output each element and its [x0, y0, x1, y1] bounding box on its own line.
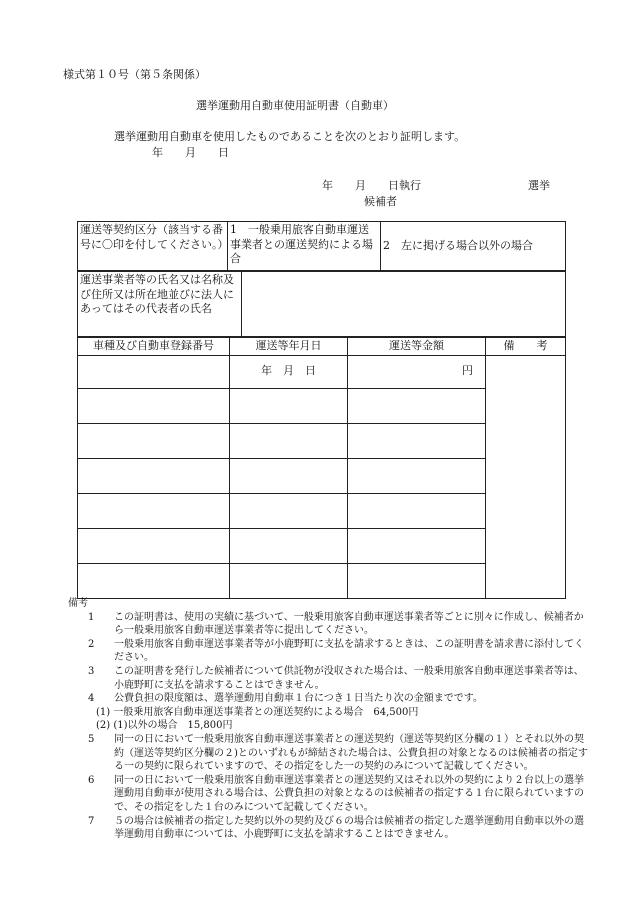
contract-label: 運送等契約区分（該当する番号に〇印を付してください。） — [78, 222, 228, 271]
operator-value-cell[interactable] — [242, 272, 566, 337]
column-date: 運送等年月日 — [230, 338, 348, 356]
certification-statement: 選挙運動用自動車を使用したものであることを次のとおり証明します。 — [114, 130, 466, 143]
note-item: 6 同一の日において一般乗用旅客自動車運送事業者との運送契約又はそれ以外の契約により２台以上の選挙運動用自動車が使用される場合は、公費負担の対象となるのは候補者の指定する１台に限られていますので、その指定をした１台のみについて記載してください。 — [88, 774, 584, 813]
date-cell[interactable] — [230, 388, 348, 423]
vehicle-cell[interactable] — [78, 458, 230, 493]
vehicle-cell[interactable] — [78, 493, 230, 528]
contract-table — [77, 221, 566, 271]
amount-cell[interactable] — [348, 528, 486, 563]
election-label: 選挙 — [528, 179, 550, 192]
election-date: 年 月 日執行 — [322, 179, 421, 192]
notes-title: 備考 — [68, 598, 88, 609]
note-item: 1 この証明書は、使用の実績に基づいて、一般乗用旅客自動車運送事業者等ごとに別々に作成し、候補者から一般乗用旅客自動車運送事業者等に提出してください。 — [88, 611, 584, 637]
column-vehicle: 車種及び自動車登録番号 — [78, 338, 230, 356]
contract-option-1[interactable]: 1 一般乗用旅客自動車運送事業者との運送契約による場合 — [228, 222, 381, 271]
notes-section — [68, 597, 592, 842]
amount-cell[interactable] — [348, 423, 486, 458]
amount-cell[interactable] — [348, 388, 486, 423]
contract-option-2[interactable]: 2 左に掲げる場合以外の場合 — [381, 222, 566, 271]
usage-table — [77, 337, 566, 599]
operator-label: 運送事業者等の氏名又は名称及び住所又は所在地並びに法人にあってはその代表者の氏名 — [78, 272, 242, 337]
vehicle-cell[interactable] — [78, 355, 230, 388]
vehicle-cell[interactable] — [78, 528, 230, 563]
column-amount: 運送等金額 — [348, 338, 486, 356]
page-title: 選挙運動用自動車使用証明書（自動車） — [196, 99, 394, 112]
amount-cell[interactable]: 円 — [348, 355, 486, 388]
note-item: 4 公費負担の限度額は、選挙運動用自動車１台につき１日当たり次の金額までです。 — [88, 693, 483, 705]
date-cell[interactable] — [230, 528, 348, 563]
note-item: 5 同一の日において一般乗用旅客自動車運送事業者との運送契約（運送等契約区分欄の１）とそれ以外の契約（運送等契約区分欄の２)とのいずれもが締結された場合は、公費負担の対象となるのは候補者の指定する一の契約に限られていますので、その指定をした一の契約のみについて記載してください。 — [88, 733, 588, 773]
candidate-label: 候補者 — [364, 195, 397, 208]
issue-date: 年 月 日 — [152, 146, 229, 159]
date-cell[interactable] — [230, 563, 348, 598]
date-cell[interactable]: 年 月 日 — [230, 355, 348, 388]
amount-cell[interactable] — [348, 563, 486, 598]
note-item: 3 この証明書を発行した候補者について供託物が没収された場合は、一般乗用旅客自動車運送事業者等は、小鹿野町に支払を請求することはできません。 — [88, 665, 584, 691]
date-cell[interactable] — [230, 423, 348, 458]
operator-table — [77, 271, 566, 337]
limit-item: (2) (1)以外の場合 15,800円 — [96, 720, 233, 732]
column-remarks: 備 考 — [486, 338, 566, 356]
remarks-cell[interactable] — [486, 355, 566, 598]
date-cell[interactable] — [230, 493, 348, 528]
amount-cell[interactable] — [348, 493, 486, 528]
vehicle-cell[interactable] — [78, 423, 230, 458]
vehicle-cell[interactable] — [78, 563, 230, 598]
limit-item: (1) 一般乗用旅客自動車運送事業者との運送契約による場合 64,500円 — [96, 706, 419, 718]
form-number: 様式第１０号（第５条関係） — [63, 68, 206, 81]
date-cell[interactable] — [230, 458, 348, 493]
amount-cell[interactable] — [348, 458, 486, 493]
note-item: 7 ５の場合は候補者の指定した契約以外の契約及び６の場合は候補者の指定した選挙運動用自動車以外の選挙運動用自動車については、小鹿野町に支払を請求することはできません。 — [88, 815, 584, 841]
note-item: 2 一般乗用旅客自動車運送事業者等が小鹿野町に支払を請求するときは、この証明書を請求書に添付してください。 — [88, 638, 584, 664]
vehicle-cell[interactable] — [78, 388, 230, 423]
